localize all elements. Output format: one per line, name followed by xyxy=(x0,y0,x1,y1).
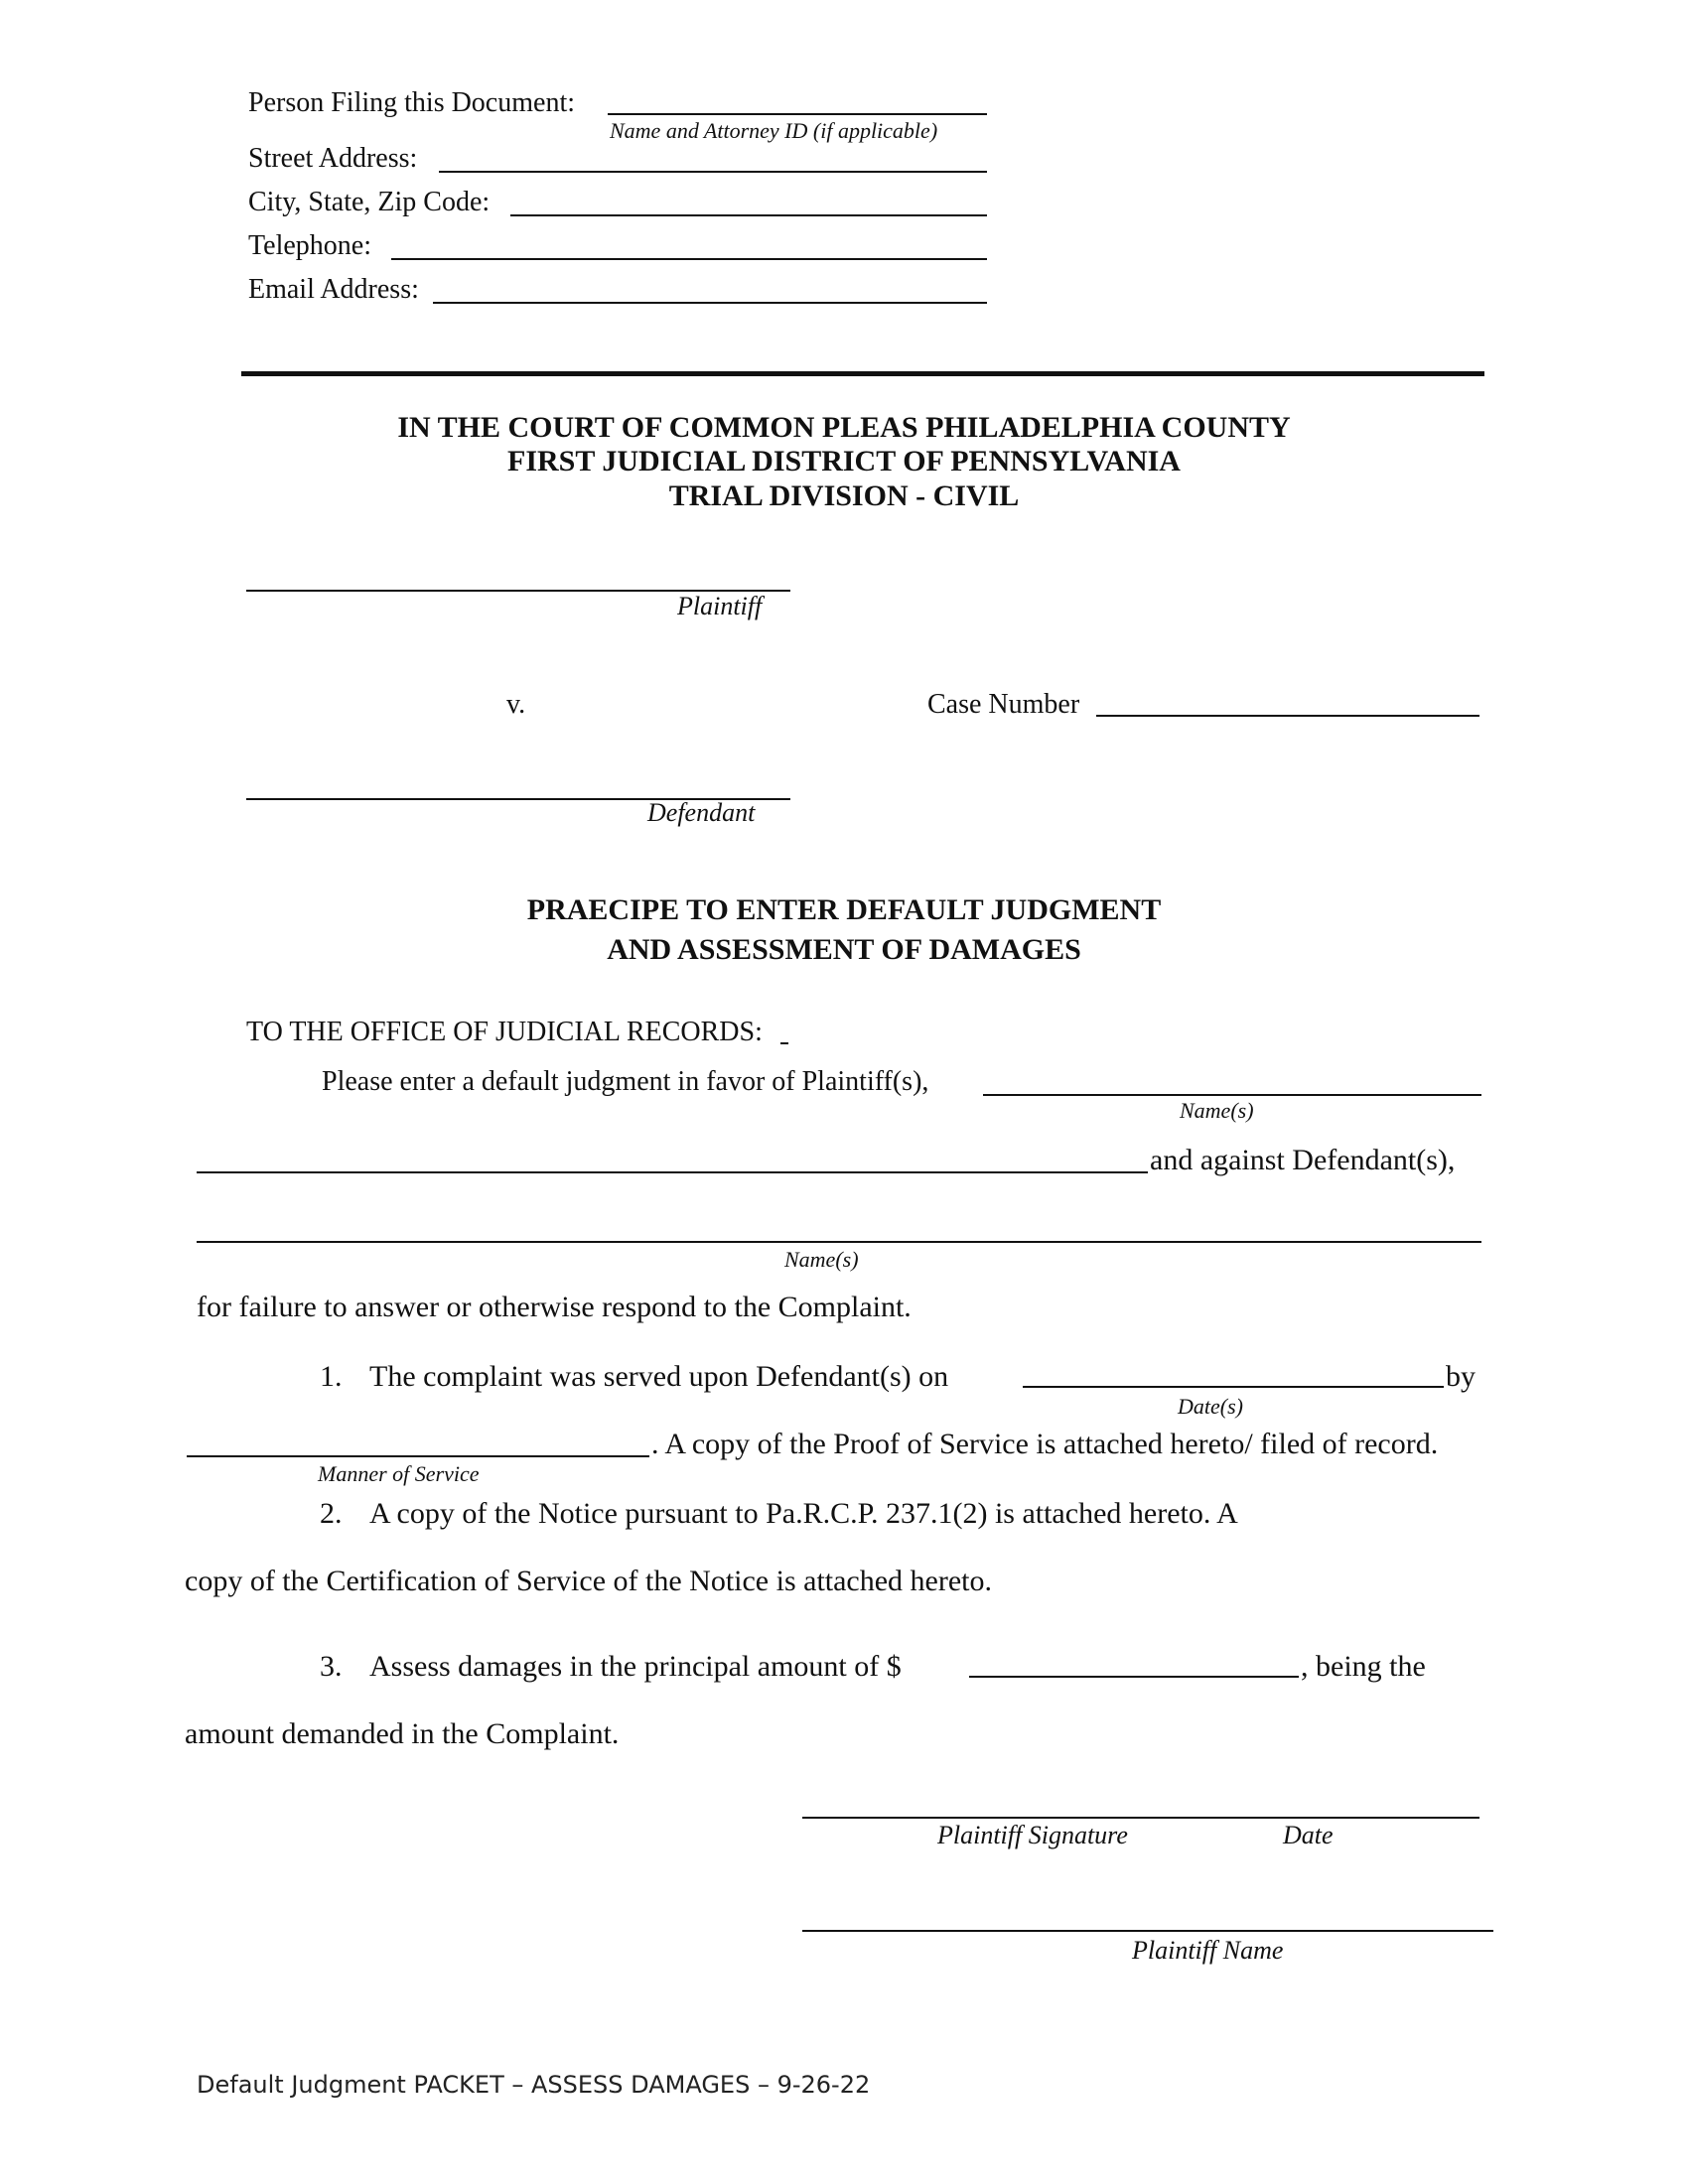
telephone-field[interactable] xyxy=(391,258,987,260)
item-1-by: by xyxy=(1446,1360,1476,1393)
item-1-continuation: . A copy of the Proof of Service is attached hereto/ filed of record. xyxy=(651,1428,1439,1460)
service-date-caption: Date(s) xyxy=(1178,1394,1243,1419)
court-heading-line-3: TRIAL DIVISION - CIVIL xyxy=(668,479,1020,512)
plaintiff-name-print-field[interactable] xyxy=(802,1930,1493,1932)
form-title-line-1: PRAECIPE TO ENTER DEFAULT JUDGMENT xyxy=(526,893,1162,926)
manner-of-service-field[interactable] xyxy=(187,1455,649,1457)
item-3-number: 3. xyxy=(320,1650,343,1683)
addressee-line: TO THE OFFICE OF JUDICIAL RECORDS: xyxy=(246,1017,763,1047)
header-divider xyxy=(241,371,1484,376)
item-3-text: Assess damages in the principal amount of $ xyxy=(369,1650,902,1683)
defendant-names-field[interactable] xyxy=(197,1241,1481,1243)
case-number-label: Case Number xyxy=(927,689,1080,720)
versus-label: v. xyxy=(506,689,526,720)
failure-to-answer-text: for failure to answer or otherwise respond to the Complaint. xyxy=(197,1291,912,1323)
plaintiff-signature-field[interactable] xyxy=(802,1817,1479,1819)
request-text: Please enter a default judgment in favor of Plaintiff(s), xyxy=(322,1066,929,1097)
item-2-number: 2. xyxy=(320,1497,343,1530)
defendant-label: Defendant xyxy=(647,798,756,827)
plaintiff-names-field-continued[interactable] xyxy=(197,1171,1148,1173)
plaintiff-names-field[interactable] xyxy=(983,1094,1481,1096)
item-1-text: The complaint was served upon Defendant(s) on xyxy=(369,1360,949,1393)
damages-amount-field[interactable] xyxy=(969,1676,1299,1678)
email-address-field[interactable] xyxy=(433,302,987,304)
defendant-names-caption: Name(s) xyxy=(784,1247,859,1272)
plaintiff-signature-label: Plaintiff Signature xyxy=(937,1821,1128,1849)
person-filing-caption: Name and Attorney ID (if applicable) xyxy=(610,118,938,143)
service-date-field[interactable] xyxy=(1023,1386,1444,1388)
item-2-text: A copy of the Notice pursuant to Pa.R.C.P. 237.1(2) is attached hereto. A xyxy=(369,1497,1238,1530)
addressee-underline xyxy=(780,1042,788,1044)
form-footer: Default Judgment PACKET – ASSESS DAMAGES – 9-26-22 xyxy=(197,2071,871,2099)
plaintiff-label: Plaintiff xyxy=(677,592,763,620)
city-state-zip-label: City, State, Zip Code: xyxy=(248,187,491,217)
case-number-field[interactable] xyxy=(1096,715,1479,717)
manner-of-service-caption: Manner of Service xyxy=(318,1461,480,1486)
telephone-label: Telephone: xyxy=(248,230,371,261)
signature-date-label: Date xyxy=(1283,1821,1334,1849)
email-address-label: Email Address: xyxy=(248,274,419,305)
plaintiff-name-print-label: Plaintiff Name xyxy=(1132,1936,1284,1965)
city-state-zip-field[interactable] xyxy=(510,214,987,216)
item-3-continuation: amount demanded in the Complaint. xyxy=(185,1717,620,1750)
street-address-label: Street Address: xyxy=(248,143,418,174)
court-heading-line-1: IN THE COURT OF COMMON PLEAS PHILADELPHIA COUNTY xyxy=(397,411,1291,444)
court-heading-line-2: FIRST JUDICIAL DISTRICT OF PENNSYLVANIA xyxy=(507,445,1181,478)
item-3-tail: , being the xyxy=(1301,1650,1426,1683)
against-defendants-text: and against Defendant(s), xyxy=(1150,1144,1456,1176)
plaintiff-names-caption: Name(s) xyxy=(1180,1098,1254,1123)
person-filing-label: Person Filing this Document: xyxy=(248,87,575,118)
street-address-field[interactable] xyxy=(439,171,987,173)
person-filing-field[interactable] xyxy=(608,113,987,115)
item-2-continuation: copy of the Certification of Service of the Notice is attached hereto. xyxy=(185,1565,993,1597)
item-1-number: 1. xyxy=(320,1360,343,1393)
form-title-line-2: AND ASSESSMENT OF DAMAGES xyxy=(607,933,1081,966)
